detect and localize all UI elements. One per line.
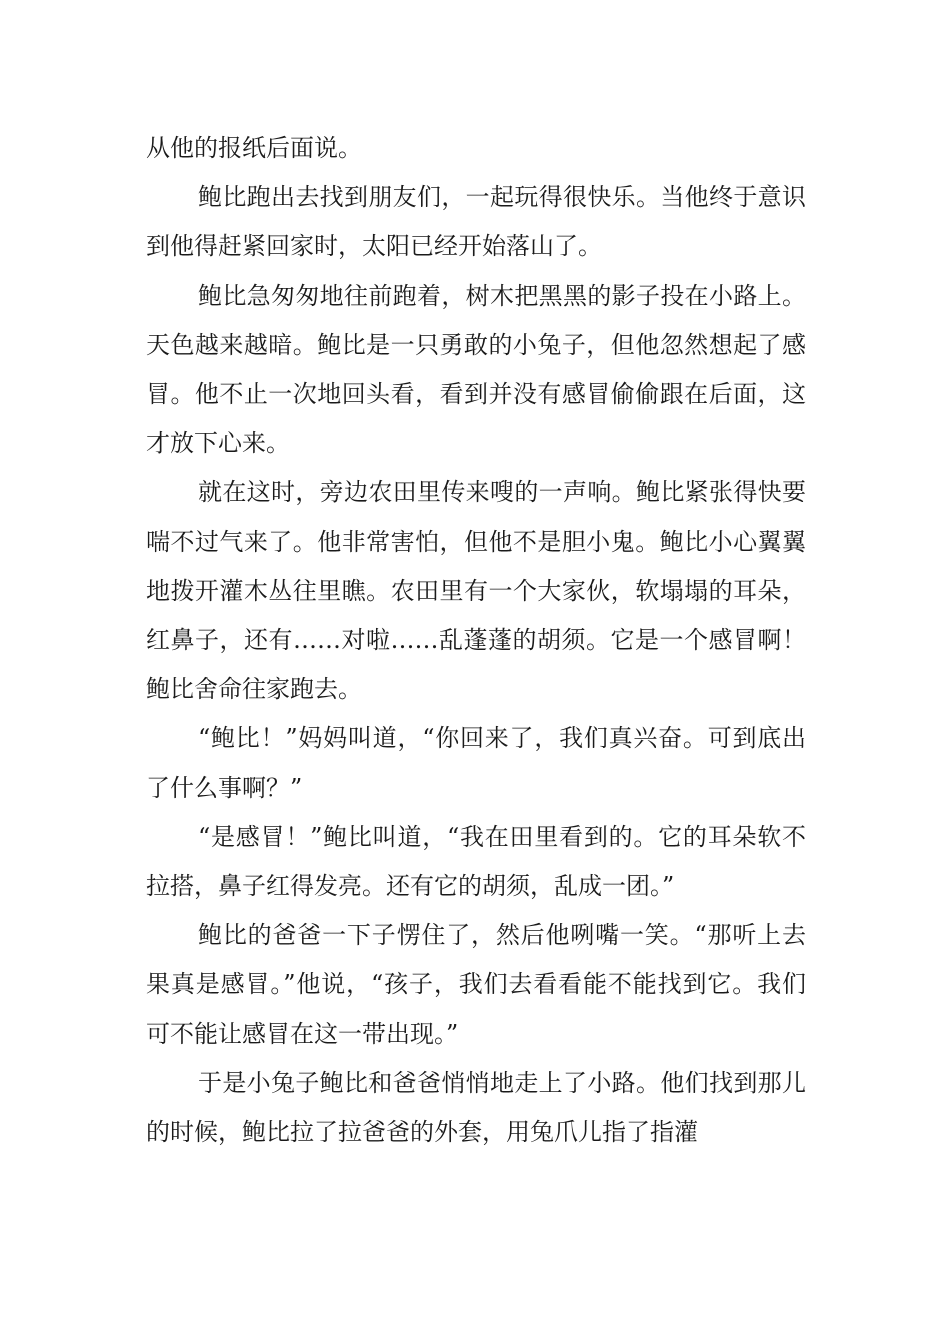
- paragraph-7: 鲍比的爸爸一下子愣住了，然后他咧嘴一笑。“那听上去果真是感冒。”他说，“孩子，我们去看看能不能找到它。我们可不能让感冒在这一带出现。”: [146, 921, 806, 1048]
- paragraph-8: 于是小兔子鲍比和爸爸悄悄地走上了小路。他们找到那儿的时候，鲍比拉了拉爸爸的外套，用兔爪儿指了指灌: [146, 1068, 806, 1147]
- paragraph-6: “是感冒！”鲍比叫道，“我在田里看到的。它的耳朵软不拉搭，鼻子红得发亮。还有它的胡须，乱成一团。”: [146, 822, 806, 901]
- paragraph-3: 鲍比急匆匆地往前跑着，树木把黑黑的影子投在小路上。天色越来越暗。鲍比是一只勇敢的小兔子，但他忽然想起了感冒。他不止一次地回头看，看到并没有感冒偷偷跟在后面，这才放下心来。: [146, 281, 806, 458]
- paragraph-2: 鲍比跑出去找到朋友们，一起玩得很快乐。当他终于意识到他得赶紧回家时，太阳已经开始落山了。: [146, 183, 806, 261]
- paragraph-1: 从他的报纸后面说。: [146, 134, 362, 162]
- paragraph-4: 就在这时，旁边农田里传来嗖的一声响。鲍比紧张得快要喘不过气来了。他非常害怕，但他不是胆小鬼。鲍比小心翼翼地拨开灌木丛往里瞧。农田里有一个大家伙，软塌塌的耳朵，红鼻子，还有……对啦……乱蓬蓬的胡须。它是一个感冒啊！鲍比舍命往家跑去。: [146, 478, 806, 704]
- story-text: [146, 124, 806, 1157]
- paragraph-5: “鲍比！”妈妈叫道，“你回来了，我们真兴奋。可到底出了什么事啊？”: [146, 724, 806, 802]
